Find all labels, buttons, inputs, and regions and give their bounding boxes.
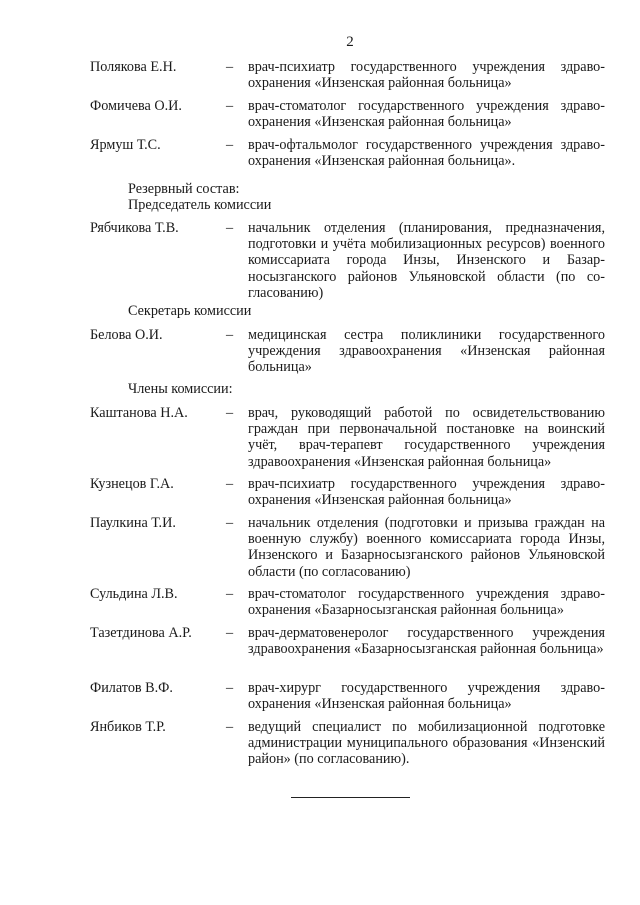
reserve-heading: Резервный состав: bbox=[128, 181, 240, 197]
dash: – bbox=[226, 59, 234, 75]
dash: – bbox=[226, 719, 234, 735]
member-role: начальник отделения (подготовки и призыва граждан на военную службу) военного комиссариата города Инзы, Инзенского и Базарносызганского районов Ульяновской области (по согласованию) bbox=[248, 515, 605, 580]
dash: – bbox=[226, 680, 234, 696]
page-number: 2 bbox=[346, 34, 354, 50]
dash: – bbox=[226, 220, 234, 236]
member-name: Рябчикова Т.В. bbox=[90, 220, 179, 236]
member-name: Кузнецов Г.А. bbox=[90, 476, 174, 492]
chairman-heading: Председатель комиссии bbox=[128, 197, 272, 213]
dash: – bbox=[226, 137, 234, 153]
member-name: Ярмуш Т.С. bbox=[90, 137, 161, 153]
member-name: Тазетдинова А.Р. bbox=[90, 625, 192, 641]
member-role: медицинская сестра поликлиники государственного учреждения здравоохранения «Инзенская районная больница» bbox=[248, 327, 605, 376]
dash: – bbox=[226, 476, 234, 492]
member-role: врач, руководящий работой по освидетельствованию граждан при первоначальной постановке на воинский учёт, врач-терапевт государственного учреждения здравоохранения «Инзенская районная больница» bbox=[248, 405, 605, 470]
members-heading: Члены комиссии: bbox=[128, 381, 233, 397]
member-role: врач-дерматовенеролог государственного учреждения здравоохранения «Базарносызганская районная больница» bbox=[248, 625, 605, 658]
member-name: Янбиков Т.Р. bbox=[90, 719, 166, 735]
member-role: врач-психиатр государственного учреждения здравоохранения «Инзенская районная больница» bbox=[248, 59, 605, 92]
member-role: врач-офтальмолог государственного учреждения здравоохранения «Инзенская районная больница». bbox=[248, 137, 605, 170]
dash: – bbox=[226, 98, 234, 114]
dash: – bbox=[226, 405, 234, 421]
member-name: Фомичева О.И. bbox=[90, 98, 182, 114]
dash: – bbox=[226, 625, 234, 641]
dash: – bbox=[226, 586, 234, 602]
member-name: Филатов В.Ф. bbox=[90, 680, 173, 696]
member-name: Полякова Е.Н. bbox=[90, 59, 177, 75]
secretary-heading: Секретарь комиссии bbox=[128, 303, 252, 319]
member-role: врач-стоматолог государственного учреждения здравоохранения «Инзенская районная больница» bbox=[248, 98, 605, 131]
member-role: ведущий специалист по мобилизационной подготовке администрации муниципального образования «Инзенский район» (по согласованию). bbox=[248, 719, 605, 768]
closing-rule bbox=[291, 797, 410, 798]
member-name: Каштанова Н.А. bbox=[90, 405, 188, 421]
member-role: врач-хирург государственного учреждения здравоохранения «Инзенская районная больница» bbox=[248, 680, 605, 713]
member-role: врач-стоматолог государственного учреждения здравоохранения «Базарносызганская районная больница» bbox=[248, 586, 605, 619]
member-role: врач-психиатр государственного учреждения здравоохранения «Инзенская районная больница» bbox=[248, 476, 605, 509]
member-role: начальник отделения (планирования, предназначения, подготовки и учёта мобилизационных ресурсов) военного комиссариата города Инзы, Инзенского и Базарносызганского районов Ульяновской области (по согласованию) bbox=[248, 220, 605, 301]
member-name: Паулкина Т.И. bbox=[90, 515, 176, 531]
member-name: Сульдина Л.В. bbox=[90, 586, 178, 602]
dash: – bbox=[226, 327, 234, 343]
dash: – bbox=[226, 515, 234, 531]
member-name: Белова О.И. bbox=[90, 327, 163, 343]
